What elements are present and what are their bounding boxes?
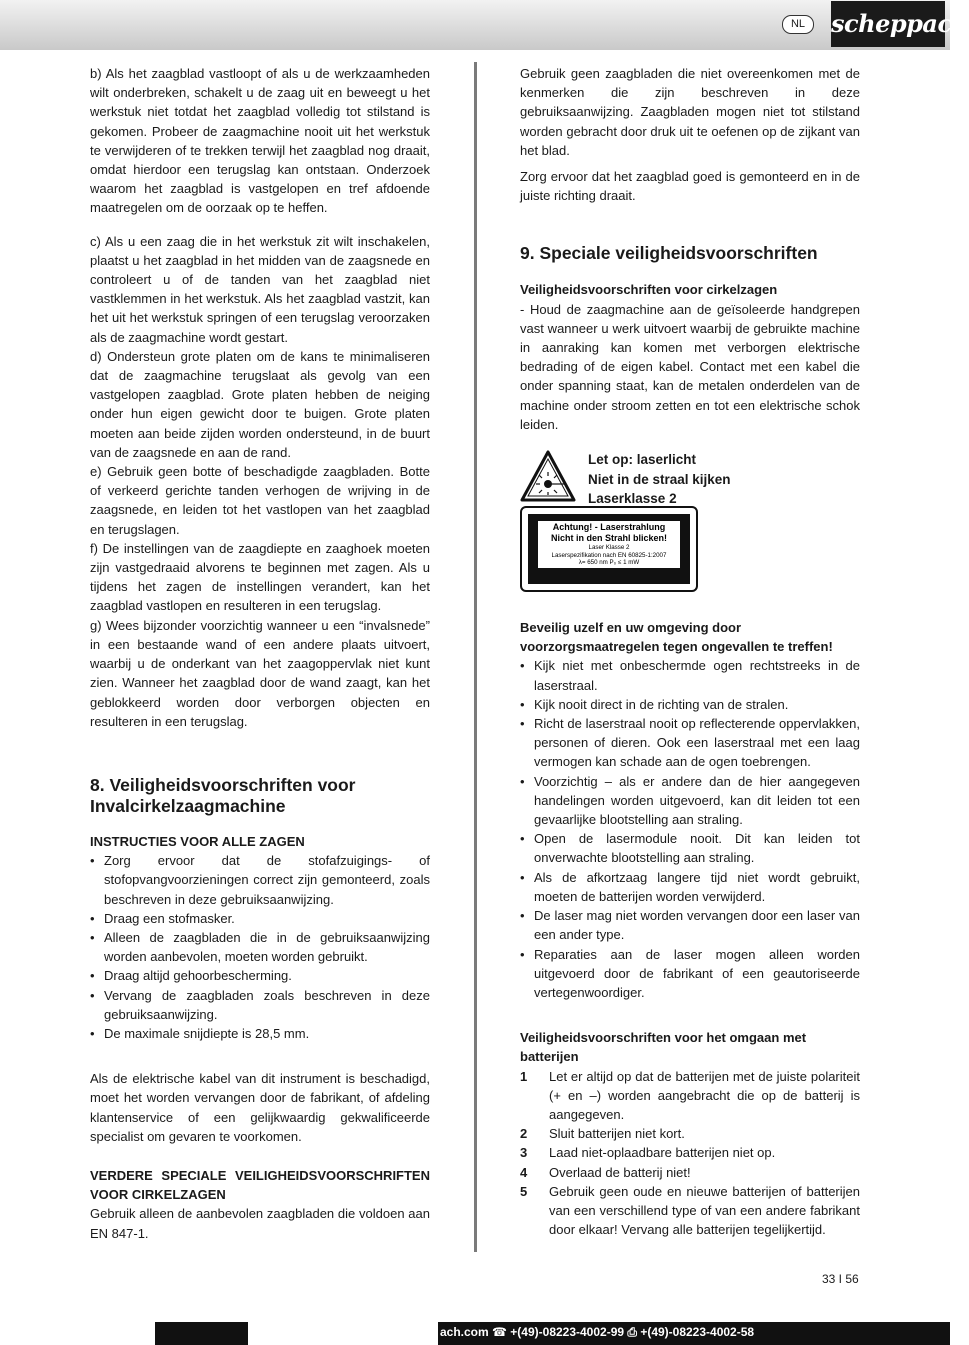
- list-item: • Open de lasermodule nooit. Dit kan leiden tot onverwachte blootstelling aan straling.: [520, 829, 860, 867]
- paragraph-b: b) Als het zaagblad vastloopt of als u de werkzaamheden wilt onderbreken, schakelt u de zaag uit en beweegt u het werkstuk niet totdat het zaagblad volledig tot stilstand is gekomen. Probeer de zaagmachine nooit uit het werkstuk te verwijderen of te trekken terwijl het zaagblad nog draait, omdat hierdoor een terugslag kan ontstaan. Onderzoek waarom het zaagblad is vastgelopen en tref afdoende maatregelen om de oorzaak op te heffen.: [90, 66, 430, 216]
- warn-line-4: Laserspezifikation nach EN 60825-1:2007: [551, 551, 667, 559]
- list-item: [520, 1182, 860, 1240]
- paragraph-blades: Gebruik geen zaagbladen die niet overeenkomen met de kenmerken die zijn beschreven in deze gebruiksaanwijzing. Zaagbladen mogen niet tot stilstand worden gebracht door druk uit te oefenen op de zijkant van het blad.: [520, 66, 860, 158]
- paragraph-mounted: Zorg ervoor dat het zaagblad goed is gemonteerd en in de juiste richting draait.: [520, 169, 860, 204]
- list-item: • Kijk nooit direct in de richting van de stralen.: [520, 695, 860, 714]
- further-heading: VERDERE SPECIALE VEILIGHEIDSVOORSCHRIFTEN VOOR CIRKELZAGEN: [90, 1167, 430, 1203]
- list-item: • Voorzichtig – als er andere dan de hier aangegeven handelingen worden uitgevoerd, kan dit leiden tot een gevaarlijke blootstelling aan straling.: [520, 772, 860, 830]
- item-text: Let er altijd op dat de batterijen met de juiste polariteit (+ en –) worden aangebracht die op de batterij is aangegeven.: [549, 1068, 860, 1122]
- list-item: [520, 1124, 860, 1143]
- laser-label-frame: [528, 514, 690, 584]
- item-text: Laad niet-oplaadbare batterijen niet op.: [549, 1145, 776, 1161]
- protect-list: [520, 656, 860, 1002]
- item-number: 3: [520, 1145, 528, 1161]
- right-column: [520, 64, 860, 1239]
- item-number: 5: [520, 1183, 528, 1199]
- paragraph-e: e) Gebruik geen botte of beschadigde zaagbladen. Botte of verkeerd gerichte tanden verhogen de wrijving in de zaagsnede, en leiden tot het vastlopen van het zaagblad en terugslagen.: [90, 464, 430, 537]
- item-text: Gebruik geen oude en nieuwe batterijen of batterijen van een verschillend type of van een andere fabrikant door elkaar! Vervang alle batterijen tegelijkertijd.: [549, 1183, 860, 1238]
- list-item: • De laser mag niet worden vervangen door een laser van een ander type.: [520, 906, 860, 944]
- list-item: • Richt de laserstraal nooit op reflecterende oppervlakken, personen of dieren. Ook een laserstraal met een laag vermogen kan schade aan de ogen toebrengen.: [520, 714, 860, 772]
- paragraph-en847: Gebruik alleen de aanbevolen zaagbladen die voldoen aan EN 847-1.: [90, 1206, 430, 1241]
- list-item: • Vervang de zaagbladen zoals beschreven in deze gebruiksaanwijzing.: [90, 986, 430, 1024]
- paragraph-f: f) De instellingen van de zaagdiepte en zaaghoek moeten zijn vastgedraaid alvorens te beginnen met zagen. Als u tijdens het zagen de instellingen verandert, kan het zaagblad vastlopen en resulteren in een terugslag.: [90, 540, 430, 614]
- laser-line-2: Niet in de straal kijken: [588, 471, 731, 487]
- laser-notice: [520, 450, 860, 506]
- paragraph-d: d) Ondersteun grote platen om de kans te minimaliseren dat de zaagmachine terugslaat als gevolg van een vastgelopen zaagblad. Grote platen hebben de neiging onder hun eigen gewicht door te buigen. Grote platen moeten aan beide zijden worden ondersteund, in de buurt van de zaagsnede en aan de rand.: [90, 348, 430, 460]
- laser-warning-label: [520, 506, 698, 592]
- instructions-heading: INSTRUCTIES VOOR ALLE ZAGEN: [90, 833, 305, 849]
- footer-white-block: [0, 1322, 155, 1345]
- item-number: 2: [520, 1126, 528, 1142]
- list-item: [520, 1163, 860, 1182]
- left-column: [90, 64, 430, 1250]
- laser-line-1: Let op: laserlicht: [588, 452, 697, 468]
- warn-line-3: Laser Klasse 2: [588, 544, 630, 552]
- column-divider: [474, 62, 477, 1252]
- list-item: • Kijk niet met onbeschermde ogen rechtstreeks in de laserstraal.: [520, 656, 860, 694]
- list-item: [520, 1067, 860, 1125]
- item-number: 4: [520, 1164, 528, 1180]
- laser-notice-text: [588, 450, 731, 509]
- laser-line-3: Laserklasse 2: [588, 491, 677, 507]
- paragraph-c: c) Als u een zaag die in het werkstuk zit wilt inschakelen, plaatst u het zaagblad in het midden van de zaagsnede en controleert u of de tanden van het zaagblad niet vastklemmen in het werkstuk. Als het zaagblad vastzit, kan het uit het werkstuk springen of een terugslag veroorzaken als de zaagmachine wordt gestart.: [90, 233, 430, 345]
- warn-line-1: Achtung! - Laserstrahlung: [552, 522, 666, 533]
- list-item: • Draag altijd gehoorbescherming.: [90, 966, 430, 985]
- brand-logo: scheppach: [831, 1, 945, 47]
- item-number: 1: [520, 1068, 528, 1084]
- list-item: • Alleen de zaagbladen die in de gebruiksaanwijzing worden aanbevolen, moeten worden gebruikt.: [90, 928, 430, 966]
- section-8-title: 8. Veiligheidsvoorschriften voor Invalcirkelzaagmachine: [90, 774, 356, 816]
- list-item: • Reparaties aan de laser mogen alleen worden uitgevoerd door de fabrikant of een geautoriseerde vertegenwoordiger.: [520, 945, 860, 1003]
- laser-label-content: [538, 521, 680, 568]
- battery-list: [520, 1067, 860, 1240]
- laser-warning-icon: [520, 450, 576, 502]
- protect-heading: Beveilig uzelf en uw omgeving door voorzorgsmaatregelen tegen ongevallen te treffen!: [520, 620, 833, 655]
- circular-saw-heading: Veiligheidsvoorschriften voor cirkelzagen: [520, 282, 778, 298]
- item-text: Sluit batterijen niet kort.: [549, 1126, 685, 1142]
- item-text: Overlaad de batterij niet!: [549, 1164, 691, 1180]
- battery-heading: Veiligheidsvoorschriften voor het omgaan met batterijen: [520, 1030, 807, 1065]
- page-number: 33 I 56: [822, 1272, 859, 1286]
- footer-white-block: [248, 1322, 438, 1345]
- list-item: • Als de afkortzaag langere tijd niet wordt gebruikt, moeten de batterijen worden verwijderd.: [520, 868, 860, 906]
- warn-line-5: λ= 650 nm P₀ ≤ 1 mW: [578, 559, 640, 567]
- list-item: [520, 1143, 860, 1162]
- language-badge: NL: [782, 15, 814, 34]
- paragraph-cable: Als de elektrische kabel van dit instrument is beschadigd, moet het worden vervangen door de fabrikant, of afdeling klantenservice of een gelijkwaardig gekwalificeerde specialist om gevaren te voorkomen.: [90, 1071, 430, 1144]
- list-item: • De maximale snijdiepte is 28,5 mm.: [90, 1024, 430, 1043]
- paragraph-g: g) Wees bijzonder voorzichtig wanneer u een “invalsnede” in een bestaande wand of een andere plaats uitvoert, waarbij u de onderkant van het zaagoppervlak niet kunt zien. Wanneer het zaagblad door de wand zaagt, kan het geblokkeerd worden door verborgen objecten en resulteren in een terugslag.: [90, 617, 430, 729]
- list-item: • Draag een stofmasker.: [90, 909, 430, 928]
- warn-line-2: Nicht in den Strahl blicken!: [550, 533, 667, 544]
- list-item: • Zorg ervoor dat de stofafzuigings- of stofopvangvoorzieningen correct zijn gemonteerd, zoals beschreven in deze gebruiksaanwijzing.: [90, 851, 430, 909]
- instructions-list: [90, 851, 430, 1043]
- paragraph-grips: - Houd de zaagmachine aan de geïsoleerde handgrepen vast wanneer u werk uitvoert waarbij de gebruikte machine in aanraking kan komen met verborgen elektrische bedrading of de eigen kabel. Contact met een kabel die onder spanning staat, kan de metalen onderdelen van de machine onder stroom zetten en tot een elektrische schok leiden.: [520, 301, 860, 432]
- section-9-title: 9. Speciale veiligheidsvoorschriften: [520, 243, 818, 264]
- footer-contact: ach.com ☎ +(49)-08223-4002-99 ⎙ +(49)-08223-4002-58: [440, 1325, 755, 1339]
